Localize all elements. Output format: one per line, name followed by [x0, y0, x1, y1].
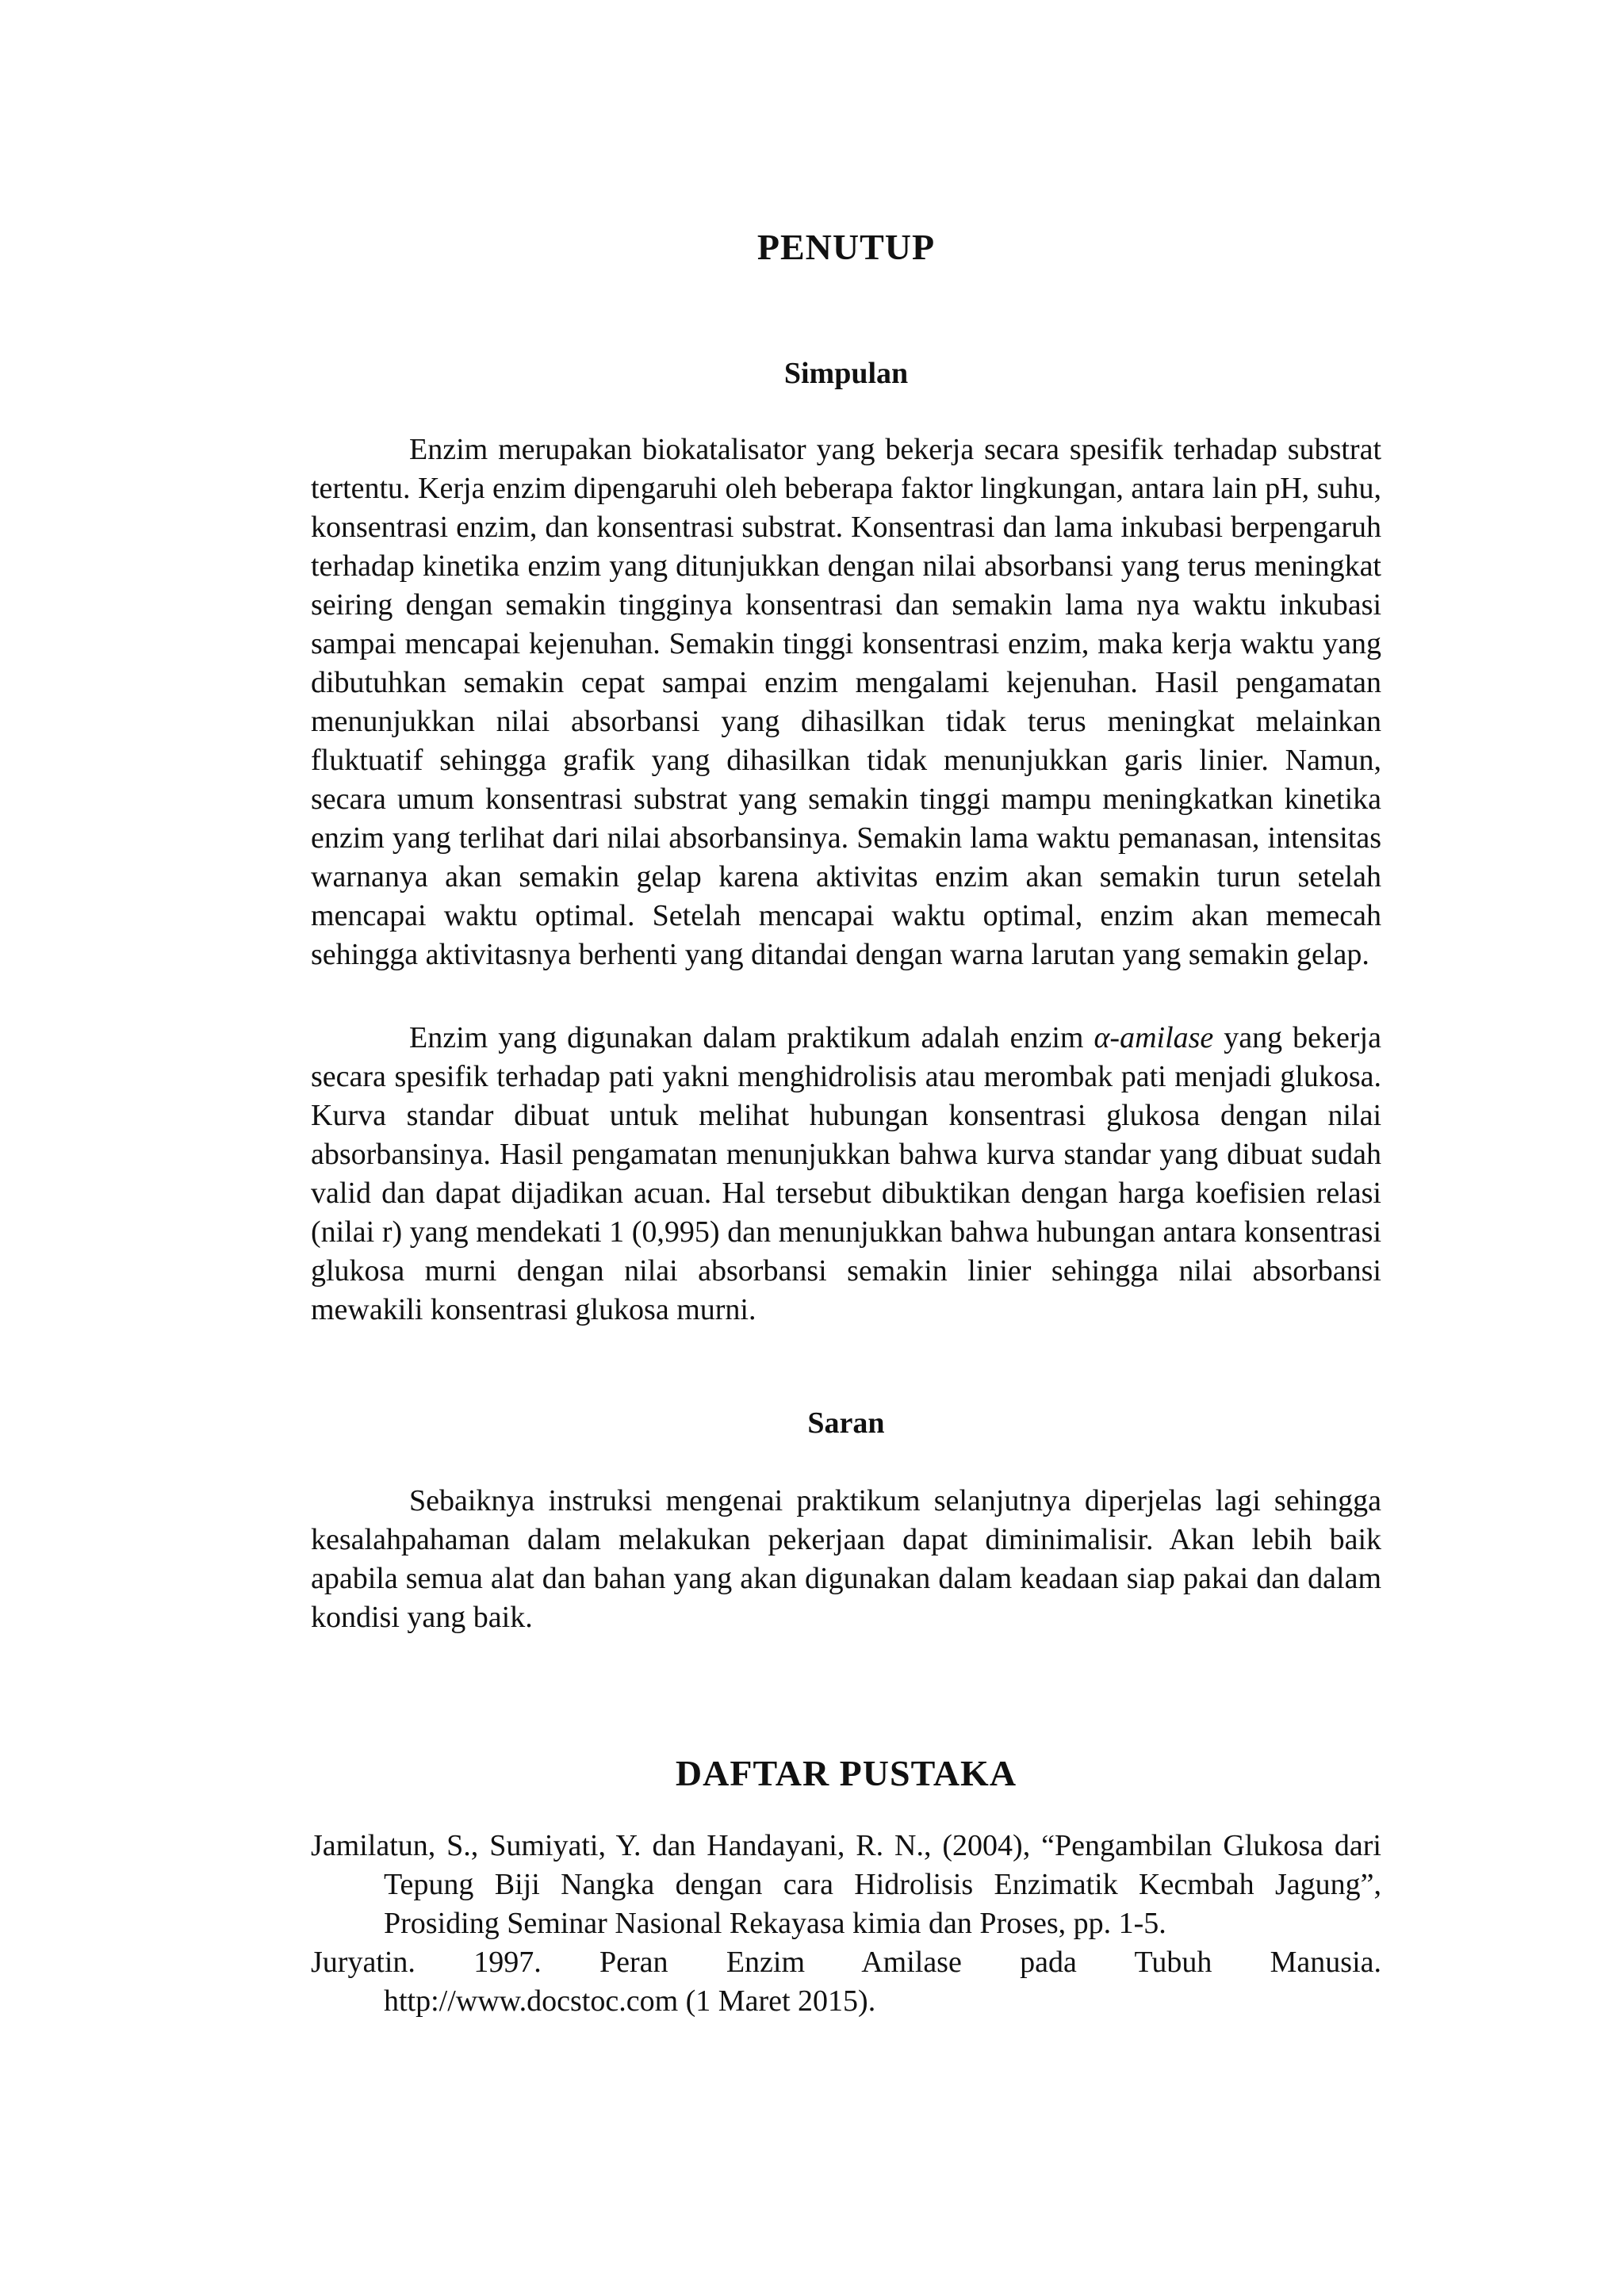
reference-item-main: Juryatin. 1997. Peran Enzim Amilase pada Tubuh Manusia.: [311, 1946, 1381, 1979]
reference-item-url: http://www.docstoc.com (1 Maret 2015).: [384, 1984, 876, 2018]
simpulan-paragraph-1: Enzim merupakan biokatalisator yang bekerja secara spesifik terhadap substrat tertentu. Kerja enzim dipengaruhi oleh beberapa faktor lingkungan, antara lain pH, suhu, konsentrasi enzim, dan konsentrasi substrat. Konsentrasi dan lama inkubasi berpengaruh terhadap kinetika enzim yang ditunjukkan dengan nilai absorbansi yang terus meningkat seiring dengan semakin tingginya konsentrasi dan semakin lama nya waktu inkubasi sampai mencapai kejenuhan. Semakin tinggi konsentrasi enzim, maka kerja waktu yang dibutuhkan semakin cepat sampai enzim mengalami kejenuhan. Hasil pengamatan menunjukkan nilai absorbansi yang dihasilkan tidak terus meningkat melainkan fluktuatif sehingga grafik yang dihasilkan tidak menunjukkan garis linier. Namun, secara umum konsentrasi substrat yang semakin tinggi mampu meningkatkan kinetika enzim yang terlihat dari nilai absorbansinya. Semakin lama waktu pemanasan, intensitas warnanya akan semakin gelap karena aktivitas enzim akan semakin turun setelah mencapai waktu optimal. Setelah mencapai waktu optimal, enzim akan memecah sehingga aktivitasnya berhenti yang ditandai dengan warna larutan yang semakin gelap.: [311, 433, 1381, 971]
paragraph-2-text-after: yang bekerja secara spesifik terhadap pati yakni menghidrolisis atau merombak pati menjadi glukosa. Kurva standar dibuat untuk melihat hubungan konsentrasi glukosa dengan nilai absorbansinya. Hasil pengamatan menunjukkan bahwa kurva standar yang dibuat sudah valid dan dapat dijadikan acuan. Hal tersebut dibuktikan dengan harga koefisien relasi (nilai r) yang mendekati 1 (0,995) dan menunjukkan bahwa hubungan antara konsentrasi glukosa murni dengan nilai absorbansi semakin linier sehingga nilai absorbansi mewakili konsentrasi glukosa murni.: [311, 1021, 1381, 1326]
section-heading-saran: Saran: [807, 1406, 885, 1440]
reference-item: Jamilatun, S., Sumiyati, Y. dan Handayani, R. N., (2004), “Pengambilan Glukosa dari Tepung Biji Nangka dengan cara Hidrolisis Enzimatik Kecmbah Jagung”, Prosiding Seminar Nasional Rekayasa kimia dan Proses, pp. 1-5.: [311, 1829, 1381, 1940]
simpulan-paragraph-2: [311, 1019, 1381, 1330]
saran-paragraph: Sebaiknya instruksi mengenai praktikum selanjutnya diperjelas lagi sehingga kesalahpahaman dalam melakukan pekerjaan dapat diminimalisir. Akan lebih baik apabila semua alat dan bahan yang akan digunakan dalam keadaan siap pakai dan dalam kondisi yang baik.: [311, 1484, 1381, 1634]
reference-list: [311, 1827, 1381, 2021]
chapter-title-daftar-pustaka: DAFTAR PUSTAKA: [675, 1753, 1017, 1793]
chapter-title-penutup: PENUTUP: [756, 227, 936, 267]
enzyme-name-italic: α-amilase: [1094, 1021, 1214, 1054]
paragraph-2-text-before: Enzim yang digunakan dalam praktikum adalah enzim: [409, 1021, 1094, 1054]
section-heading-simpulan: Simpulan: [783, 357, 909, 390]
reference-item: [311, 1943, 1381, 2021]
